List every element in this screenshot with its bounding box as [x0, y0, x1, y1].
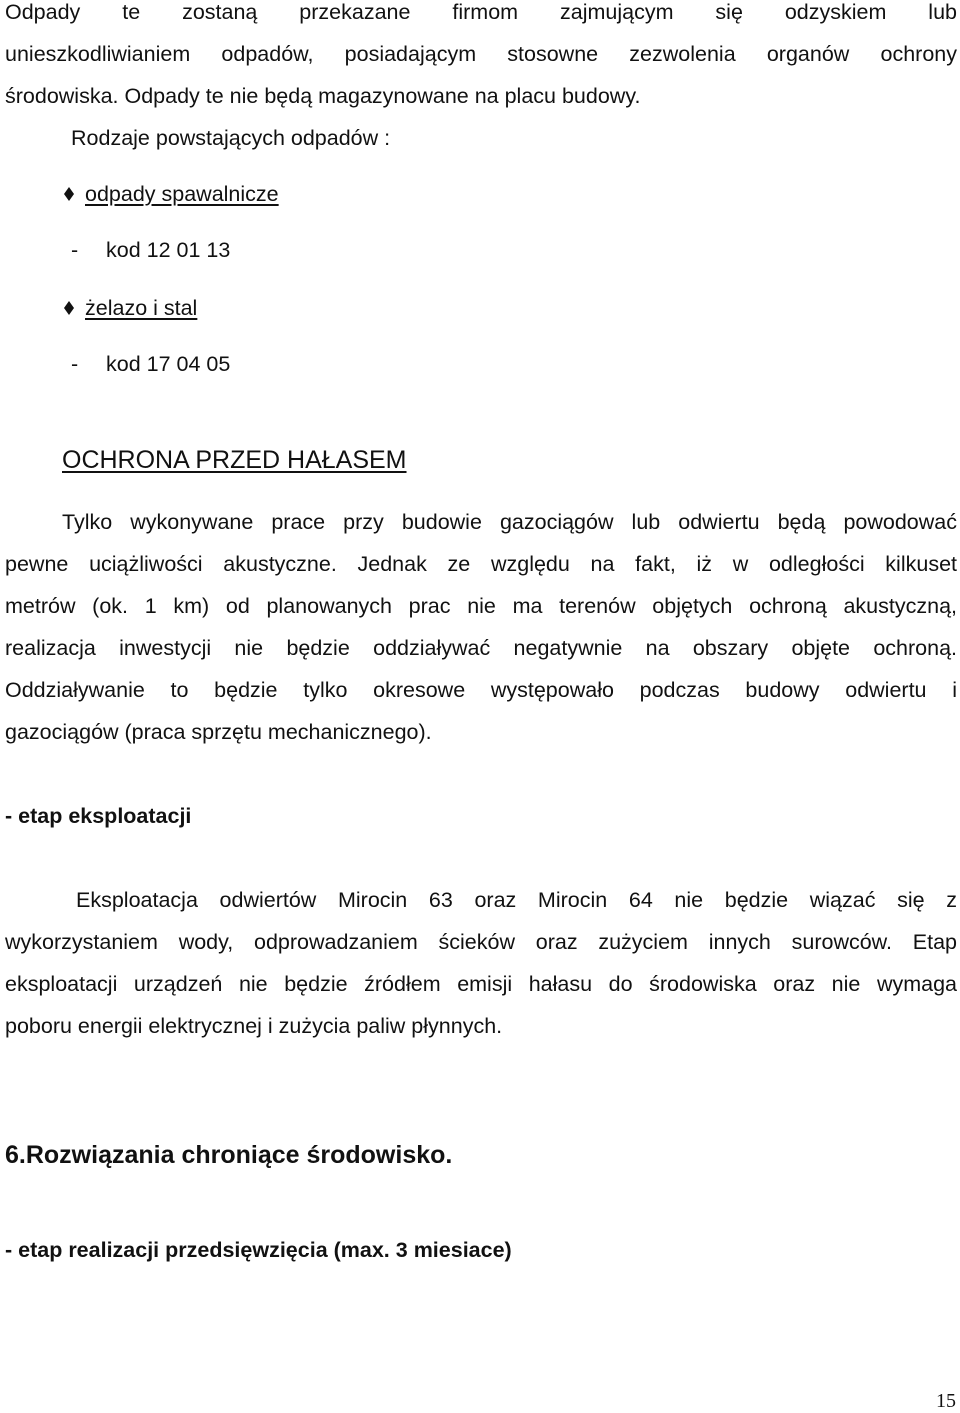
noise-line-3: metrów (ok. 1 km) od planowanych prac nie ma terenów objętych ochroną akustyczną,	[5, 594, 957, 618]
diamond-bullet-icon	[63, 299, 75, 317]
noise-line-5: Oddziaływanie to będzie tylko okresowe występowało podczas budowy odwiertu i	[5, 678, 957, 702]
waste-types-heading: Rodzaje powstających odpadów :	[71, 126, 391, 150]
intro-line-3: środowiska. Odpady te nie będą magazynowane na placu budowy.	[5, 84, 641, 108]
waste-item-2-code: kod 17 04 05	[106, 352, 231, 376]
noise-title: OCHRONA PRZED HAŁASEM	[62, 446, 407, 474]
waste-item-2-name: żelazo i stal	[85, 296, 198, 320]
waste-item-2-dash: -	[71, 352, 79, 376]
diamond-bullet-icon	[63, 185, 75, 203]
noise-line-1: Tylko wykonywane prace przy budowie gazociągów lub odwiertu będą powodować	[62, 510, 957, 534]
noise-line-4: realizacja inwestycji nie będzie oddziaływać negatywnie na obszary objęte ochroną.	[5, 636, 957, 660]
waste-item-1-code: kod 12 01 13	[106, 238, 231, 262]
noise-line-6: gazociągów (praca sprzętu mechanicznego).	[5, 720, 432, 744]
exploitation-line-3: eksploatacji urządzeń nie będzie źródłem emisji hałasu do środowiska oraz nie wymaga	[5, 972, 957, 996]
waste-item-2	[63, 294, 197, 322]
intro-line-1: Odpady te zostaną przekazane firmom zajmującym się odzyskiem lub	[5, 0, 957, 24]
exploitation-line-2: wykorzystaniem wody, odprowadzaniem ścieków oraz zużyciem innych surowców. Etap	[5, 930, 957, 954]
section-6-title: 6.Rozwiązania chroniące środowisko.	[5, 1141, 453, 1169]
exploitation-heading: - etap eksploatacji	[5, 804, 192, 828]
page-number: 15	[936, 1390, 956, 1412]
section-6-subheading: - etap realizacji przedsięwzięcia (max. 3 miesiace)	[5, 1238, 512, 1262]
waste-item-1-dash: -	[71, 238, 79, 262]
exploitation-line-1: Eksploatacja odwiertów Mirocin 63 oraz Mirocin 64 nie będzie wiązać się z	[76, 888, 957, 912]
waste-item-1-name: odpady spawalnicze	[85, 182, 279, 206]
exploitation-line-4: poboru energii elektrycznej i zużycia paliw płynnych.	[5, 1014, 503, 1038]
intro-line-2: unieszkodliwianiem odpadów, posiadającym stosowne zezwolenia organów ochrony	[5, 42, 957, 66]
noise-line-2: pewne uciążliwości akustyczne. Jednak ze względu na fakt, iż w odległości kilkuset	[5, 552, 957, 576]
waste-item-1	[63, 180, 279, 208]
